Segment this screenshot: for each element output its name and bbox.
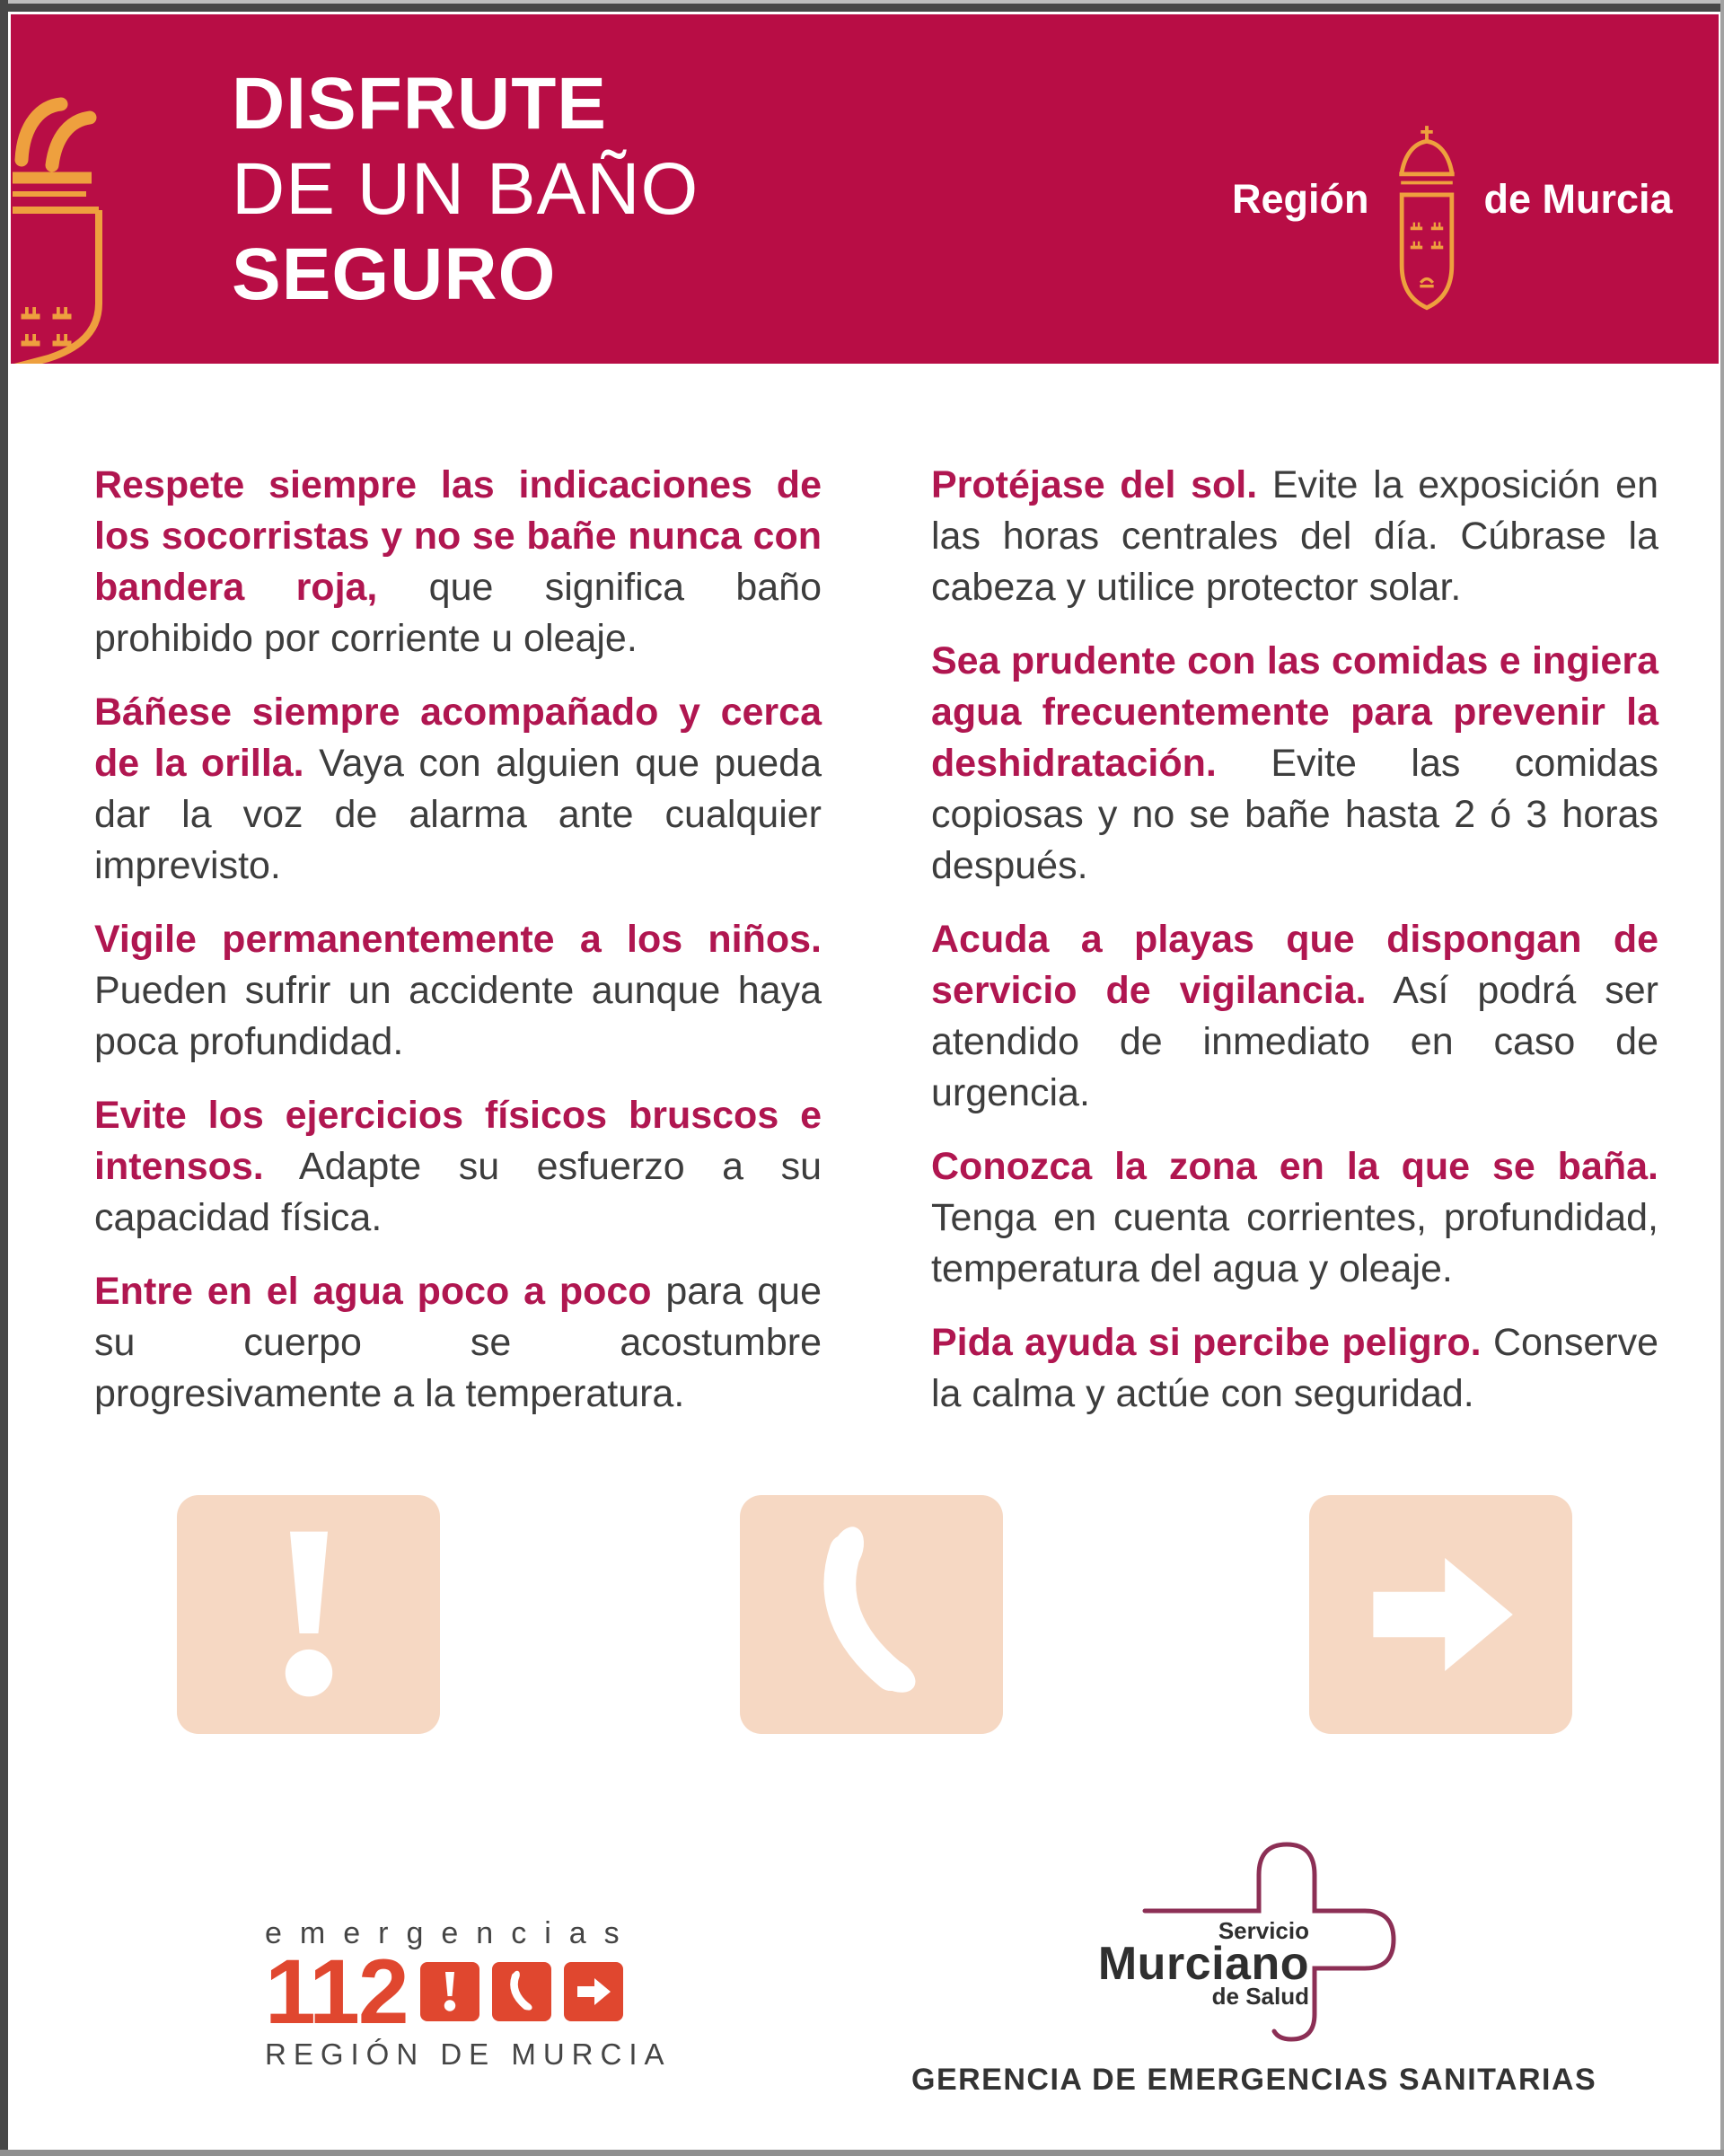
phone-icon [499,1969,544,2014]
tip-paragraph [931,460,1658,613]
tip-body: Así podrá ser atendido de inmediato en caso de urgencia. [931,969,1659,1114]
servicio-murciano-logo [970,1830,1419,2065]
tip-body: Conserve la calma y actúe con seguridad. [931,1321,1658,1415]
region-logo-left-text: Región [1232,176,1369,222]
tip-paragraph [931,914,1658,1119]
tip-body: Vaya con alguien que pueda dar la voz de alarma ante cualquier imprevisto. [94,742,822,887]
tip-lead: Protéjase del sol. [931,463,1258,506]
tip-paragraph [94,914,822,1068]
tip-lead: Conozca la zona en la que se baña. [931,1145,1658,1188]
sms-line-de-salud: de Salud [1211,1983,1309,2010]
title-line-1: DISFRUTE [232,63,607,145]
tip-body: que significa baño prohibido por corriente u oleaje. [94,566,822,660]
tips-column-right [931,460,1658,1442]
tip-body: para que su cuerpo se acostumbre progresivamente a la temperatura. [94,1270,822,1415]
emergencias-text: emergencias [265,1916,638,1950]
tip-body: Tenga en cuenta corrientes, profundidad, temperatura del agua y oleaje. [931,1196,1658,1290]
tips-column-left [94,460,822,1442]
exclamation-icon [427,1969,472,2014]
tip-body: Adapte su esfuerzo a su capacidad física. [94,1145,822,1239]
tip-paragraph [94,687,822,892]
phone-icon [778,1520,966,1709]
number-112: 112 [265,1940,408,2043]
tip-lead: Entre en el agua poco a poco [94,1270,652,1313]
emergencias-112-row [265,1940,660,2043]
phone-tile [740,1495,1003,1734]
emergencias-112-logo [265,1916,672,2072]
tip-lead: Pida ayuda si percibe peligro. [931,1321,1482,1364]
tip-body: Evite la exposición en las horas centrales del día. Cúbrase la cabeza y utilice protector solar. [931,463,1658,609]
arrow-tile [1309,1495,1572,1734]
frame-top [0,4,1724,12]
mini-warning-badge [420,1962,479,2021]
region-de-murcia-text: REGIÓN DE MURCIA [265,2037,672,2071]
frame-left [0,0,8,2156]
tip-paragraph [931,1317,1658,1420]
tip-paragraph [94,1090,822,1244]
tip-lead: Acuda a playas que dispongan de servicio de vigilancia. [931,918,1658,1012]
tip-lead: Evite los ejercicios físicos bruscos e intensos. [94,1094,822,1188]
tip-lead: Báñese siempre acompañado y cerca de la orilla. [94,691,822,785]
header-band [11,14,1719,364]
warning-tile [177,1495,440,1734]
tip-body: Evite las comidas copiosas y no se bañe hasta 2 ó 3 horas después. [931,742,1658,887]
tip-lead: Vigile permanentemente a los niños. [94,918,822,961]
mini-arrow-badge [564,1962,623,2021]
region-logo-right-text: de Murcia [1483,176,1673,222]
arrow-icon [1347,1520,1535,1709]
tip-paragraph [931,636,1658,892]
poster-title [232,61,699,317]
gerencia-title: GERENCIA DE EMERGENCIAS SANITARIAS [911,2063,1597,2097]
murcia-crest-icon [1384,120,1470,331]
tip-body: Pueden sufrir un accidente aunque haya poca profundidad. [94,969,822,1063]
tip-paragraph [94,1266,822,1420]
sms-line-servicio: Servicio [1218,1917,1309,1944]
frame-right [1720,0,1724,2156]
title-line-2: DE UN BAÑO [232,148,699,230]
tip-paragraph [931,1141,1658,1295]
tip-lead: Sea prudente con las comidas e ingiera agua frecuentemente para prevenir la deshidratación. [931,639,1658,785]
tip-lead: Respete siempre las indicaciones de los socorristas y no se bañe nunca con bandera roja, [94,463,822,609]
tip-paragraph [94,460,822,664]
sms-line-murciano: Murciano [1097,1938,1309,1990]
exclamation-icon [215,1520,403,1709]
region-de-murcia-logo [1232,120,1673,331]
mini-phone-badge [492,1962,551,2021]
title-line-3: SEGURO [232,233,557,315]
arrow-icon [571,1969,616,2014]
servicio-murciano-text [1078,1918,1309,2008]
murcia-crest-clipped-icon [13,77,138,364]
frame-bottom [0,2150,1724,2156]
